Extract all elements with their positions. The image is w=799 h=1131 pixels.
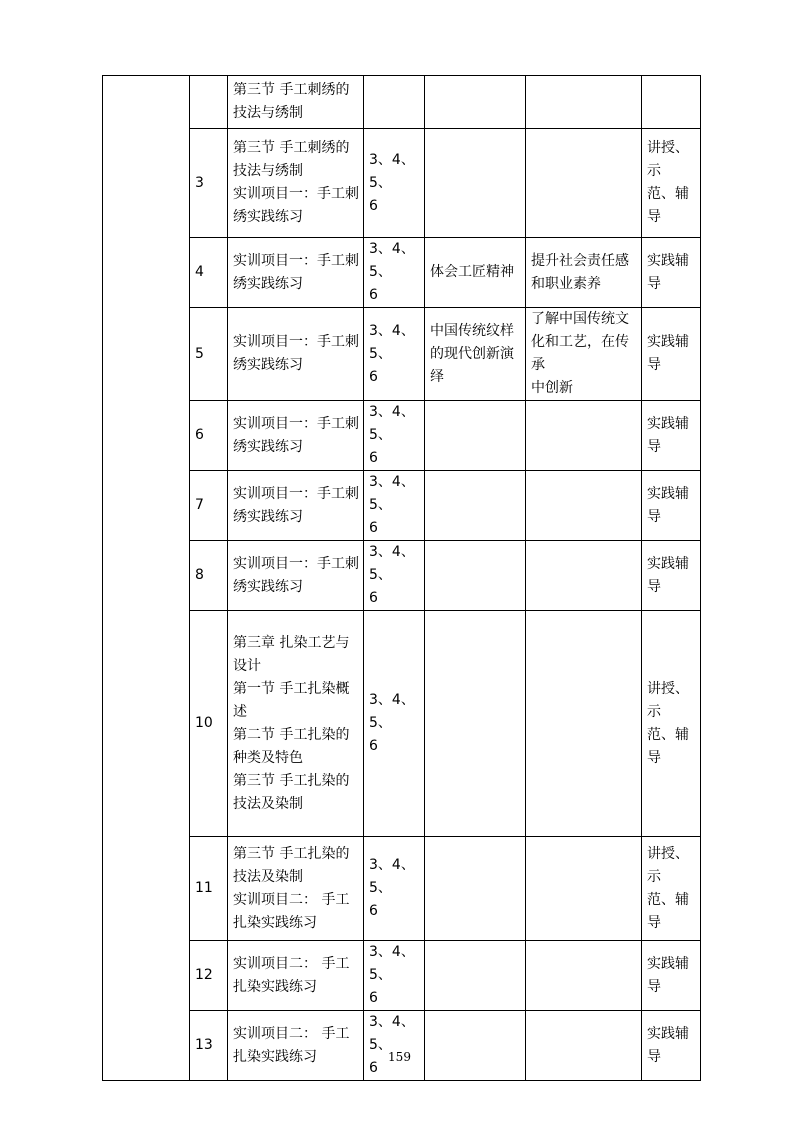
method-cell: 实践辅 导 — [642, 541, 701, 611]
table-row — [103, 76, 701, 129]
ideology-goal-cell: 提升社会责任感 和职业素养 — [526, 238, 642, 308]
ideology-cell: 中国传统纹样 的现代创新演 绎 — [425, 308, 526, 401]
ideology-goal-cell — [526, 541, 642, 611]
ideology-goal-cell — [526, 401, 642, 471]
ideology-cell — [425, 401, 526, 471]
method-cell: 实践辅 导 — [642, 1011, 701, 1081]
ideology-cell — [425, 471, 526, 541]
ideology-cell — [425, 76, 526, 129]
ideology-cell — [425, 129, 526, 238]
objectives-cell: 3、4、5、 6 — [364, 611, 425, 837]
ideology-goal-cell — [526, 1011, 642, 1081]
table-row — [103, 611, 701, 837]
ideology-cell — [425, 611, 526, 837]
week-cell: 12 — [190, 941, 228, 1011]
table-row — [103, 541, 701, 611]
method-cell: 实践辅 导 — [642, 471, 701, 541]
table-row — [103, 471, 701, 541]
ideology-goal-cell — [526, 941, 642, 1011]
objectives-cell: 3、4、5、 6 — [364, 401, 425, 471]
method-cell: 讲授、示 范、辅导 — [642, 129, 701, 238]
objectives-cell: 3、4、5、 6 — [364, 129, 425, 238]
week-cell — [190, 76, 228, 129]
objectives-cell: 3、4、5、 6 — [364, 308, 425, 401]
table-row — [103, 308, 701, 401]
course-schedule-table — [102, 75, 701, 1081]
method-cell: 实践辅 导 — [642, 308, 701, 401]
week-cell: 4 — [190, 238, 228, 308]
content-cell: 实训项目一：手工刺 绣实践练习 — [228, 238, 364, 308]
ideology-goal-cell — [526, 129, 642, 238]
ideology-goal-cell: 了解中国传统文 化和工艺，在传承 中创新 — [526, 308, 642, 401]
week-cell: 10 — [190, 611, 228, 837]
table-row — [103, 238, 701, 308]
objectives-cell: 3、4、5、 6 — [364, 837, 425, 941]
content-cell: 实训项目一：手工刺 绣实践练习 — [228, 471, 364, 541]
content-cell: 第三章 扎染工艺与 设计 第一节 手工扎染概 述 第二节 手工扎染的 种类及特色 第三节 手工扎染的 技法及染制 — [228, 611, 364, 837]
content-cell: 实训项目一：手工刺 绣实践练习 — [228, 541, 364, 611]
method-cell: 讲授、示 范、辅导 — [642, 837, 701, 941]
week-cell: 7 — [190, 471, 228, 541]
week-cell: 5 — [190, 308, 228, 401]
objectives-cell: 3、4、5、 6 — [364, 238, 425, 308]
table-row — [103, 1011, 701, 1081]
week-cell: 13 — [190, 1011, 228, 1081]
content-cell: 实训项目二： 手工 扎染实践练习 — [228, 1011, 364, 1081]
method-cell: 实践辅 导 — [642, 401, 701, 471]
method-cell: 实践辅 导 — [642, 238, 701, 308]
content-cell: 第三节 手工刺绣的 技法与绣制 实训项目一：手工刺 绣实践练习 — [228, 129, 364, 238]
objectives-cell: 3、4、5、 6 — [364, 1011, 425, 1081]
ideology-goal-cell — [526, 471, 642, 541]
week-cell: 8 — [190, 541, 228, 611]
method-cell: 讲授、示 范、辅导 — [642, 611, 701, 837]
week-cell: 11 — [190, 837, 228, 941]
ideology-cell — [425, 941, 526, 1011]
objectives-cell: 3、4、5、 6 — [364, 941, 425, 1011]
table-row — [103, 941, 701, 1011]
ideology-cell: 体会工匠精神 — [425, 238, 526, 308]
ideology-goal-cell — [526, 76, 642, 129]
week-cell: 6 — [190, 401, 228, 471]
ideology-cell — [425, 837, 526, 941]
table-row — [103, 837, 701, 941]
content-cell: 第三节 手工扎染的 技法及染制 实训项目二： 手工 扎染实践练习 — [228, 837, 364, 941]
content-cell: 实训项目一：手工刺 绣实践练习 — [228, 308, 364, 401]
ideology-goal-cell — [526, 611, 642, 837]
objectives-cell: 3、4、5、 6 — [364, 471, 425, 541]
objectives-cell: 3、4、5、 6 — [364, 541, 425, 611]
chapter-merged-cell — [103, 76, 190, 1081]
method-cell — [642, 76, 701, 129]
method-cell: 实践辅 导 — [642, 941, 701, 1011]
content-cell: 第三节 手工刺绣的 技法与绣制 — [228, 76, 364, 129]
objectives-cell — [364, 76, 425, 129]
content-cell: 实训项目二： 手工 扎染实践练习 — [228, 941, 364, 1011]
ideology-cell — [425, 1011, 526, 1081]
table-row — [103, 401, 701, 471]
page-number: 159 — [388, 1050, 411, 1064]
ideology-cell — [425, 541, 526, 611]
week-cell: 3 — [190, 129, 228, 238]
content-cell: 实训项目一：手工刺 绣实践练习 — [228, 401, 364, 471]
table-row — [103, 129, 701, 238]
ideology-goal-cell — [526, 837, 642, 941]
